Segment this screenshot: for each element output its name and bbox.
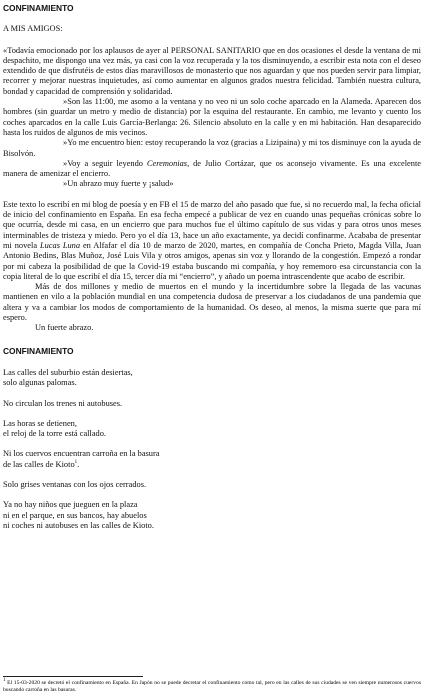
footnote-reference[interactable]: 1: [74, 459, 78, 465]
poem-line-text: de las calles de Kioto: [3, 459, 75, 469]
footnote-divider: [3, 676, 143, 677]
footnote: [3, 680, 421, 694]
quote-paragraph-3: »Yo me encuentro bien: estoy recuperando la voz (gracias a Lizipaina) y mi tos disminuye con la ayuda de Bisolvón.: [3, 138, 421, 158]
poem-stanza-3: [3, 419, 421, 440]
quote-paragraph-1: «Todavía emocionado por los aplausos de ayer al PERSONAL SANITARIO que en dos ocasiones el desde la ventana de mi despachito, me dispongo una vez más, ya casi con la voz recuperada y la tos disminuyendo, a escribir esta nota con el deseo extendido de que disfrutéis de estos días maravillosos de monasterio que nos aguardan y que nos pueden servir para limpiar, recorrer y mejorar nuestras inquietudes, así como aumentar en algunos grados nuestra felicidad. También nuestra cultura, bondad y capacidad de comprensión y solidaridad.: [3, 45, 421, 96]
poem-line: ni en el parque, en sus bancos, hay abuelos: [3, 510, 147, 520]
essay-closing: Un fuerte abrazo.: [35, 323, 94, 333]
book-title-ceremonias: Ceremonias: [146, 158, 188, 168]
poem-line: Las horas se detienen,: [3, 418, 77, 428]
poem-stanza-6: [3, 500, 421, 531]
essay-paragraph-2: Más de dos millones y medio de muertos en el mundo y la incertidumbre sobre la llegada de las vacunas mantienen en vilo a la población mundial en una competencia dudosa de preservar a los ciudadanos de una pandemia que altera y va a cambiar los modos de comportamiento de la humanidad. Os deseo, al menos, la misma suerte que para mí espero.: [3, 282, 421, 323]
poem-line-end: .: [77, 459, 80, 469]
poem-stanza-2: [3, 399, 421, 409]
poem-stanza-4: [3, 449, 421, 470]
quote-reading-after: , de Julio Cortázar, que os aconsejo vivamente. Es una excelente manera de amenizar el encierro.: [3, 158, 421, 179]
novel-title: Lucas Luna: [39, 240, 81, 250]
poem-stanza-1: [3, 368, 421, 389]
poem-line: No circulan los trenes ni autobuses.: [3, 398, 123, 408]
essay-p1-part-b: en Alfafar el día 10 de marzo de 2020, martes, en compañía de Concha Prieto, Magda Villa, Juan Antonio Bedins, Blas Muñoz, José Luis Vila y otros amigos, apenas sin voz y llorando de la congestión. Empezó a rondar por mi cabeza la posibilidad de que la Covid-19 estaba buscando mi compañía, y hoy rememoro esa circunstancia con la copia literal de lo que escribí el día 15, tercer día mi “encierro”, y añado un poema intrascendente que acabo de escribir.: [3, 240, 422, 281]
poem-line: solo algunas palomas.: [3, 378, 77, 388]
poem-stanza-5: [3, 480, 421, 490]
poem-title: CONFINAMIENTO: [3, 345, 74, 356]
poem-line: Ya no hay niños que jueguen en la plaza: [3, 500, 138, 510]
document-header: CONFINAMIENTO: [3, 3, 74, 13]
essay-paragraph-1: [3, 200, 421, 282]
quote-closing: »Un abrazo muy fuerte y ¡salud»: [63, 179, 174, 189]
poem-line-with-footnote: [3, 460, 421, 470]
quote-reading-before: »Voy a seguir leyendo: [63, 158, 147, 168]
poem-line: Ni los cuervos encuentran carroña en la basura: [3, 449, 160, 459]
essay: [3, 200, 421, 334]
poem-line: el reloj de la torre está callado.: [3, 429, 107, 439]
essay-p1-part-a: Este texto lo escribí en mi blog de poesía y en FB el 15 de marzo del año pasado que fue, si no recuerdo mal, la fecha oficial de inicio del confinamiento en España. En esa fecha empecé a publicar de vez en cuando unas pequeñas crónicas sobre lo que ocurría, desde mi casa, en un encierro que para muchos fue el último capítulo de sus vidas y para otros unos meses interminables de tristeza y miedo. Pero yo el día 13, hace un año exactamente, ya decidí confinarme. Acababa de presentar mi novela: [3, 199, 421, 250]
quoted-letter: [3, 46, 421, 190]
quote-paragraph-2: »Son las 11:00, me asomo a la ventana y no veo ni un solo coche aparcado en la Alameda. Aparecen dos hombres (sin guardar un metro y medio de distancia) por la esquina del restaurante. En cambio, me levanto y cuento los coches aparcados en la calle Luis García-Berlanga: 26. Silencio absoluto en la calle y en mi habitación. Han desaparecido hasta los ruidos de algunos de mis vecinos.: [3, 97, 421, 137]
footnote-text: El 15-03-2020 se decretó el confinamiento en España. En Japón no se puede decretar el confinamiento como tal, pero en las calles de sus ciudades se ven siempre numerosos cuervos buscando carroña en las basuras.: [3, 680, 422, 694]
footnote-marker: 1: [3, 678, 6, 684]
poem-line: Las calles del suburbio están desiertas,: [3, 367, 133, 377]
quote-paragraph-4: [3, 159, 421, 180]
salutation: A MIS AMIGOS:: [3, 24, 63, 34]
poem-line: Solo grises ventanas con los ojos cerrados.: [3, 479, 147, 489]
poem-line: ni coches ni autobuses en las calles de Kioto.: [3, 520, 154, 530]
